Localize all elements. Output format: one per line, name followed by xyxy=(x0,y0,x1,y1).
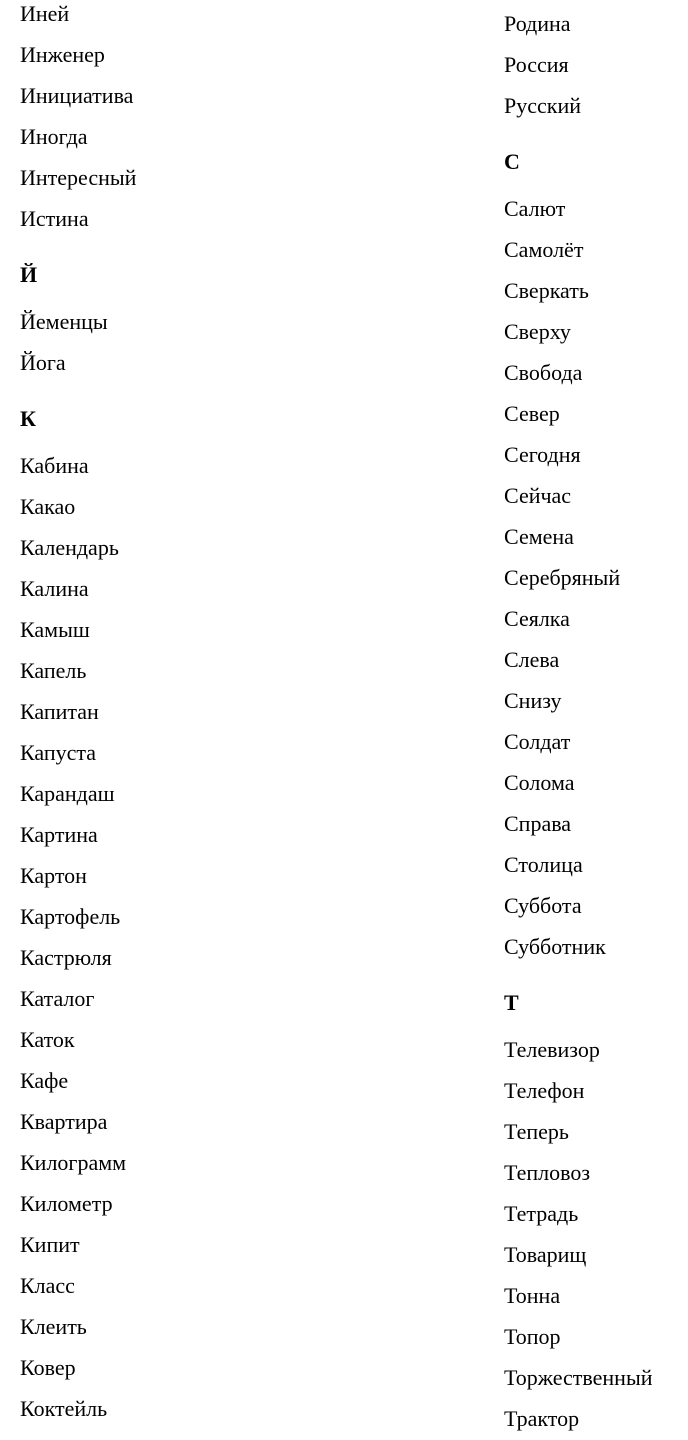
list-item: Карандаш xyxy=(20,781,115,806)
list-item: Солдат xyxy=(504,729,571,754)
list-item: Сейчас xyxy=(504,483,572,508)
list-item: Иногда xyxy=(20,124,88,149)
list-item: Самолёт xyxy=(504,237,584,262)
list-item: Капель xyxy=(20,658,87,683)
list-item: Россия xyxy=(504,52,569,77)
list-item: Интересный xyxy=(20,165,137,190)
section-letter-heading: Й xyxy=(20,262,38,287)
list-item: Класс xyxy=(20,1273,75,1298)
list-item: Тонна xyxy=(504,1283,561,1308)
list-item: Клеить xyxy=(20,1314,87,1339)
section-letter-heading: К xyxy=(20,406,36,431)
list-item: Инициатива xyxy=(20,83,134,108)
list-item: Какао xyxy=(20,494,76,519)
list-item: Камыш xyxy=(20,617,90,642)
list-item: Килограмм xyxy=(20,1150,127,1175)
list-item: Калина xyxy=(20,576,89,601)
list-item: Иней xyxy=(20,1,70,26)
list-item: Русский xyxy=(504,93,581,118)
list-item: Снизу xyxy=(504,688,562,713)
list-item: Километр xyxy=(20,1191,113,1216)
list-item: Истина xyxy=(20,206,89,231)
list-item: Север xyxy=(504,401,560,426)
list-item: Товарищ xyxy=(504,1242,587,1267)
list-item: Справа xyxy=(504,811,572,836)
list-item: Йеменцы xyxy=(20,309,108,334)
list-item: Инженер xyxy=(20,42,105,67)
list-item: Картон xyxy=(20,863,87,888)
list-item: Суббота xyxy=(504,893,582,918)
list-item: Йога xyxy=(20,350,66,375)
list-item: Картина xyxy=(20,822,98,847)
list-item: Родина xyxy=(504,11,571,36)
list-item: Каток xyxy=(20,1027,75,1052)
list-item: Сверкать xyxy=(504,278,589,303)
list-item: Ковер xyxy=(20,1355,76,1380)
list-item: Капуста xyxy=(20,740,97,765)
list-item: Капитан xyxy=(20,699,99,724)
list-item: Сегодня xyxy=(504,442,581,467)
list-item: Серебряный xyxy=(504,565,621,590)
list-item: Столица xyxy=(504,852,583,877)
list-item: Тетрадь xyxy=(504,1201,579,1226)
section-letter-heading: С xyxy=(504,149,520,174)
list-item: Квартира xyxy=(20,1109,108,1134)
list-item: Кафе xyxy=(20,1068,69,1093)
list-item: Сеялка xyxy=(504,606,570,631)
list-item: Телефон xyxy=(504,1078,585,1103)
list-item: Салют xyxy=(504,196,566,221)
list-item: Солома xyxy=(504,770,575,795)
list-item: Кипит xyxy=(20,1232,80,1257)
list-item: Топор xyxy=(504,1324,561,1349)
list-item: Каталог xyxy=(20,986,95,1011)
list-item: Телевизор xyxy=(504,1037,600,1062)
list-item: Субботник xyxy=(504,934,606,959)
section-letter-heading: Т xyxy=(504,990,519,1015)
list-item: Картофель xyxy=(20,904,121,929)
list-item: Трактор xyxy=(504,1406,580,1431)
list-item: Кастрюля xyxy=(20,945,112,970)
list-item: Свобода xyxy=(504,360,583,385)
list-item: Слева xyxy=(504,647,560,672)
list-item: Торжественный xyxy=(504,1365,653,1390)
list-item: Календарь xyxy=(20,535,119,560)
list-item: Коктейль xyxy=(20,1396,108,1421)
list-item: Сверху xyxy=(504,319,571,344)
list-item: Семена xyxy=(504,524,574,549)
list-item: Кабина xyxy=(20,453,89,478)
list-item: Тепловоз xyxy=(504,1160,591,1185)
list-item: Теперь xyxy=(504,1119,569,1144)
